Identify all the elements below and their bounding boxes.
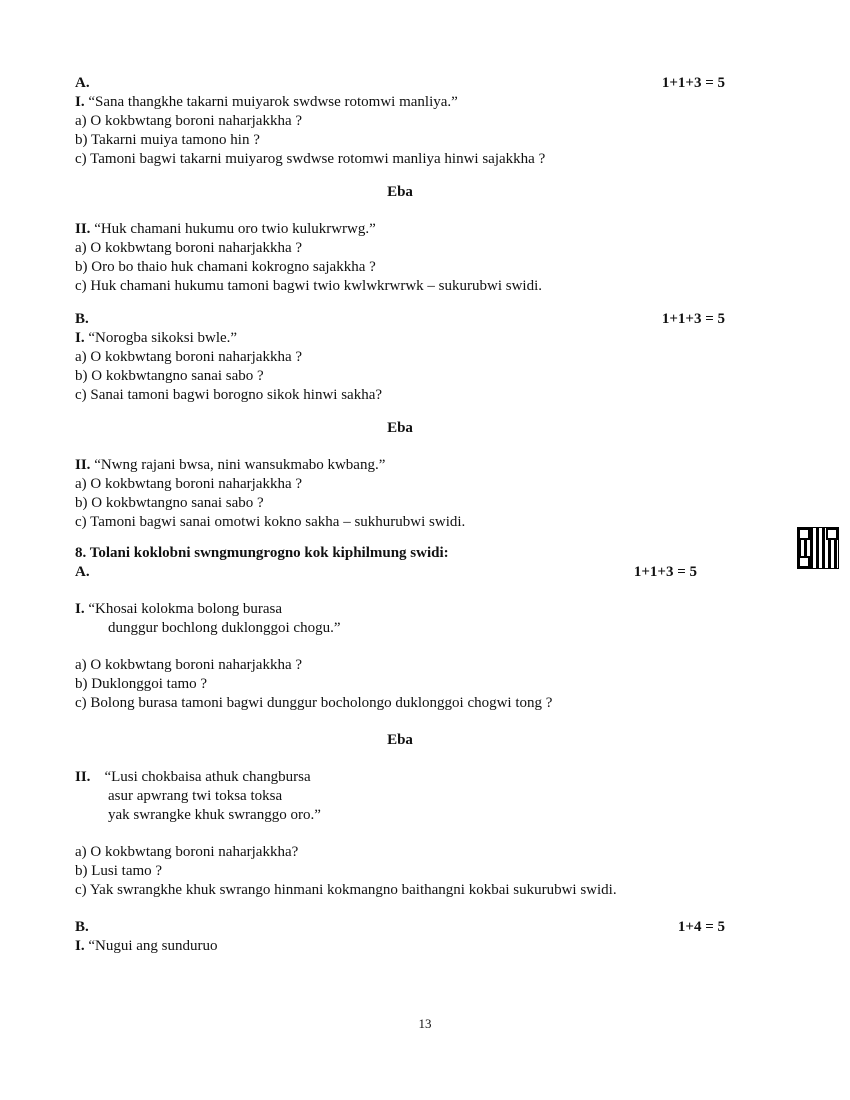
quote-line: asur apwrang twi toksa toksa (108, 788, 283, 804)
question: a) O kokbwtang boroni naharjakkha ? (75, 349, 303, 365)
question: b) O kokbwtangno sanai sabo ? (75, 368, 264, 384)
marks: 1+1+3 = 5 (661, 311, 725, 327)
section-label: A. (75, 75, 90, 91)
question: a) O kokbwtang boroni naharjakkha ? (75, 240, 303, 256)
question: c) Huk chamani hukumu tamoni bagwi twio kwlwkrwrwk – sukurubwi swidi. (75, 278, 543, 294)
question: b) O kokbwtangno sanai sabo ? (75, 495, 264, 511)
document-page (75, 74, 725, 956)
question: a) O kokbwtang boroni naharjakkha ? (75, 476, 303, 492)
section-b-header (75, 918, 725, 937)
section-a-header (75, 563, 697, 582)
quote: I. “Norogba sikoksi bwle.” (75, 330, 238, 346)
quote-line: yak swrangke khuk swranggo oro.” (108, 807, 321, 823)
marks: 1+1+3 = 5 (661, 75, 725, 91)
quote: I. “Khosai kolokma bolong burasa (75, 601, 283, 617)
marks: 1+1+3 = 5 (633, 564, 697, 580)
section-label: B. (75, 919, 89, 935)
quote: II. “Lusi chokbaisa athuk changbursa (75, 769, 311, 785)
or-divider: Eba (387, 184, 413, 200)
or-divider: Eba (387, 732, 413, 748)
question: b) Lusi tamo ? (75, 863, 163, 879)
question: b) Takarni muiya tamono hin ? (75, 132, 260, 148)
marks: 1+4 = 5 (677, 919, 725, 935)
section-b-header (75, 310, 725, 329)
question: a) O kokbwtang boroni naharjakkha ? (75, 113, 303, 129)
question: a) O kokbwtang boroni naharjakkha? (75, 844, 299, 860)
question: c) Tamoni bagwi takarni muiyarog swdwse rotomwi manliya hinwi sajakkha ? (75, 151, 546, 167)
page-number: 13 (418, 1016, 432, 1031)
question: c) Tamoni bagwi sanai omotwi kokno sakha – sukhurubwi swidi. (75, 514, 466, 530)
question: a) O kokbwtang boroni naharjakkha ? (75, 657, 303, 673)
question: b) Oro bo thaio huk chamani kokrogno sajakkha ? (75, 259, 376, 275)
or-divider: Eba (387, 420, 413, 436)
section-a-header (75, 74, 725, 93)
quote-line: dunggur bochlong duklonggoi chogu.” (108, 620, 341, 636)
question: b) Duklonggoi tamo ? (75, 676, 208, 692)
quote: I. “Nugui ang sunduruo (75, 938, 218, 954)
question-heading: 8. Tolani koklobni swngmungrogno kok kiphilmung swidi: (75, 545, 449, 561)
quote: I. “Sana thangkhe takarni muiyarok swdwse rotomwi manliya.” (75, 94, 458, 110)
quote: II. “Nwng rajani bwsa, nini wansukmabo kwbang.” (75, 457, 386, 473)
question: c) Yak swrangkhe khuk swrango hinmani kokmangno baithangni kokbai sukurubwi swidi. (75, 882, 617, 898)
section-label: B. (75, 311, 89, 327)
section-label: A. (75, 564, 90, 580)
quote: II. “Huk chamani hukumu oro twio kulukrwrwg.” (75, 221, 376, 237)
question: c) Bolong burasa tamoni bagwi dunggur bocholongo duklonggoi chogwi tong ? (75, 695, 553, 711)
qr-code-icon (798, 528, 838, 568)
question: c) Sanai tamoni bagwi borogno sikok hinwi sakha? (75, 387, 383, 403)
